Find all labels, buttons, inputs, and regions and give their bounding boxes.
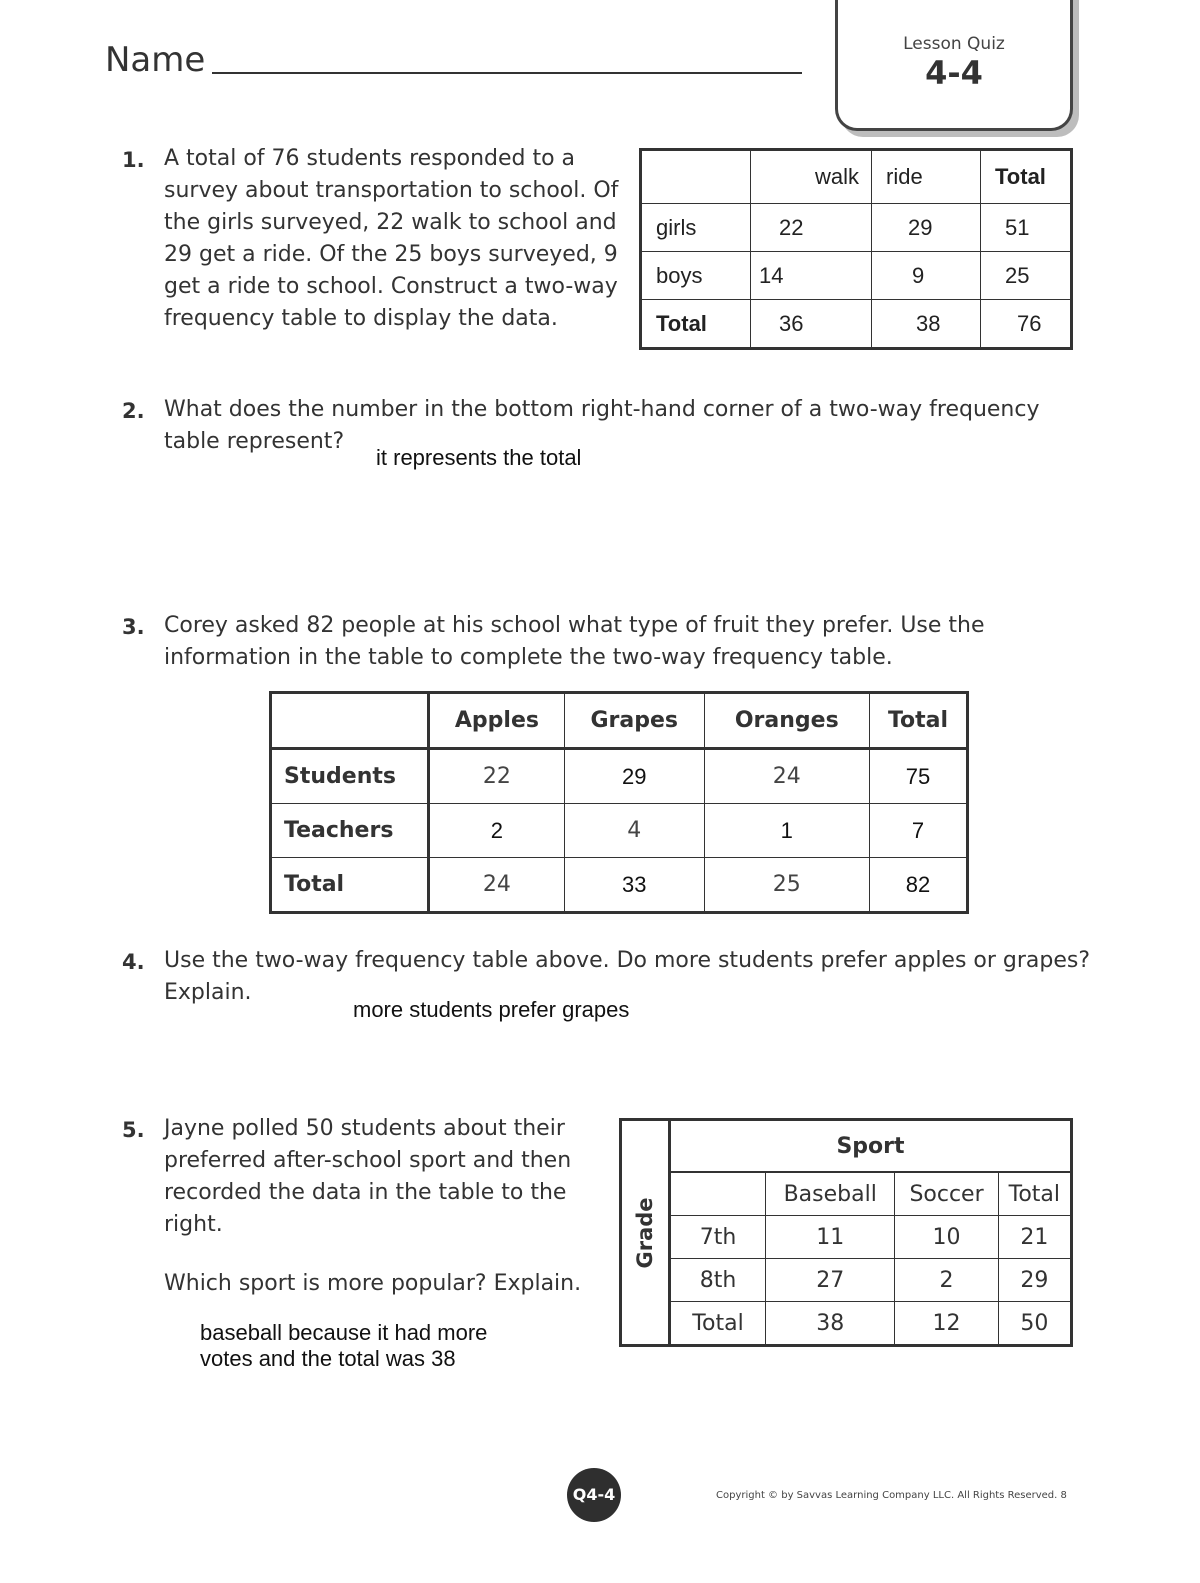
table-cell[interactable]: 75 <box>869 749 967 804</box>
grade-label-cell <box>621 1120 670 1346</box>
table-cell[interactable]: 29 <box>872 204 981 252</box>
q4-answer[interactable]: more students prefer grapes <box>353 997 630 1022</box>
badge-label: Lesson Quiz <box>903 34 1005 54</box>
table-cell[interactable]: 9 <box>872 252 981 300</box>
table-row <box>621 1172 1072 1216</box>
q1-line: get a ride to school. Construct a two-way <box>164 274 618 299</box>
table-cell: 4 <box>564 804 704 858</box>
q2-number: 2. <box>122 399 145 423</box>
table-cell: Total <box>271 858 429 913</box>
table-cell[interactable]: 2 <box>429 804 565 858</box>
table-row <box>621 1259 1072 1302</box>
table-cell[interactable]: ride <box>872 150 981 204</box>
table-cell <box>271 693 429 749</box>
q1-line: the girls surveyed, 22 walk to school and <box>164 210 617 235</box>
table-header-row <box>621 1120 1072 1173</box>
table-cell[interactable]: walk <box>751 150 872 204</box>
q4-line: Explain. <box>164 980 252 1005</box>
fruit-table <box>269 691 969 914</box>
table-cell[interactable]: 14 <box>751 252 872 300</box>
copyright-text: Copyright © by Savvas Learning Company LLC. All Rights Reserved. 8 <box>716 1490 1067 1501</box>
table-row <box>271 804 968 858</box>
table-cell: Total <box>869 693 967 749</box>
q5-text <box>164 1113 571 1241</box>
badge-number: 4-4 <box>925 54 983 92</box>
table-cell: Soccer <box>895 1172 998 1216</box>
q2-line: table represent? <box>164 429 345 454</box>
q5-answer-line: baseball because it had more <box>200 1320 488 1345</box>
table-cell[interactable]: Total <box>981 150 1072 204</box>
table-row <box>271 858 968 913</box>
table-cell[interactable]: 33 <box>564 858 704 913</box>
table-cell[interactable]: 51 <box>981 204 1072 252</box>
table-cell: 8th <box>670 1259 766 1302</box>
sport-table <box>619 1118 1073 1347</box>
table-row <box>641 252 1072 300</box>
q3-number: 3. <box>122 615 145 639</box>
q5-line: right. <box>164 1212 223 1237</box>
table-cell[interactable]: 25 <box>981 252 1072 300</box>
q5-answer[interactable] <box>200 1320 487 1372</box>
q1-line: survey about transportation to school. Of <box>164 178 619 203</box>
table-cell: 12 <box>895 1302 998 1346</box>
table-cell[interactable]: 76 <box>981 300 1072 349</box>
table-header-row <box>271 693 968 749</box>
name-label: Name <box>105 40 206 80</box>
q5-line: preferred after-school sport and then <box>164 1148 572 1173</box>
table-cell[interactable]: 22 <box>751 204 872 252</box>
table-cell: Baseball <box>766 1172 895 1216</box>
table-cell[interactable]: 1 <box>704 804 869 858</box>
table-cell[interactable]: boys <box>641 252 751 300</box>
table-cell[interactable]: 7 <box>869 804 967 858</box>
table-cell: Grapes <box>564 693 704 749</box>
table-cell[interactable]: 36 <box>751 300 872 349</box>
table-row <box>621 1216 1072 1259</box>
table-cell: 25 <box>704 858 869 913</box>
table-cell: Oranges <box>704 693 869 749</box>
q5-answer-line: votes and the total was 38 <box>200 1346 456 1371</box>
q1-line: frequency table to display the data. <box>164 306 558 331</box>
q5-number: 5. <box>122 1118 145 1142</box>
sport-label: Sport <box>670 1120 1072 1173</box>
table-cell: 27 <box>766 1259 895 1302</box>
table-cell: Teachers <box>271 804 429 858</box>
table-cell <box>670 1172 766 1216</box>
table-row <box>621 1302 1072 1346</box>
q1-number: 1. <box>122 148 145 172</box>
q1-line: 29 get a ride. Of the 25 boys surveyed, 9 <box>164 242 618 267</box>
q4-number: 4. <box>122 950 145 974</box>
q1-line: A total of 76 students responded to a <box>164 146 576 171</box>
table-header-row <box>641 150 1072 204</box>
table-row <box>271 749 968 804</box>
table-cell[interactable]: 82 <box>869 858 967 913</box>
name-line <box>212 72 802 74</box>
q3-line: information in the table to complete the two-way frequency table. <box>164 645 893 670</box>
table-cell: Total <box>998 1172 1071 1216</box>
table-cell: Total <box>670 1302 766 1346</box>
q5-line: recorded the data in the table to the <box>164 1180 567 1205</box>
q2-line: What does the number in the bottom right-hand corner of a two-way frequency <box>164 397 1040 422</box>
table-cell[interactable] <box>641 150 751 204</box>
table-cell: 22 <box>429 749 565 804</box>
table-row <box>641 204 1072 252</box>
table-cell: 38 <box>766 1302 895 1346</box>
table-cell: 7th <box>670 1216 766 1259</box>
q5-line: Jayne polled 50 students about their <box>164 1116 565 1141</box>
q1-text <box>164 143 618 335</box>
table-cell: 21 <box>998 1216 1071 1259</box>
table-cell: Students <box>271 749 429 804</box>
table-cell: 24 <box>429 858 565 913</box>
table-cell: 10 <box>895 1216 998 1259</box>
table-cell: 11 <box>766 1216 895 1259</box>
grade-label: Grade <box>633 1196 657 1269</box>
table-cell[interactable]: Total <box>641 300 751 349</box>
table-cell: 2 <box>895 1259 998 1302</box>
table-cell: 50 <box>998 1302 1071 1346</box>
table-cell: 24 <box>704 749 869 804</box>
table-cell: Apples <box>429 693 565 749</box>
q4-line: Use the two-way frequency table above. Do more students prefer apples or grapes? <box>164 948 1091 973</box>
q3-line: Corey asked 82 people at his school what type of fruit they prefer. Use the <box>164 613 985 638</box>
q2-answer[interactable]: it represents the total <box>376 445 582 470</box>
lesson-quiz-badge <box>835 0 1073 131</box>
q5-question: Which sport is more popular? Explain. <box>164 1271 582 1296</box>
table-cell[interactable]: girls <box>641 204 751 252</box>
page-code-badge: Q4-4 <box>567 1468 621 1522</box>
table-cell: 29 <box>998 1259 1071 1302</box>
table-row <box>641 300 1072 349</box>
transportation-table <box>639 148 1073 350</box>
table-cell[interactable]: 38 <box>872 300 981 349</box>
q3-text <box>164 610 985 674</box>
table-cell[interactable]: 29 <box>564 749 704 804</box>
q2-text <box>164 394 1040 458</box>
